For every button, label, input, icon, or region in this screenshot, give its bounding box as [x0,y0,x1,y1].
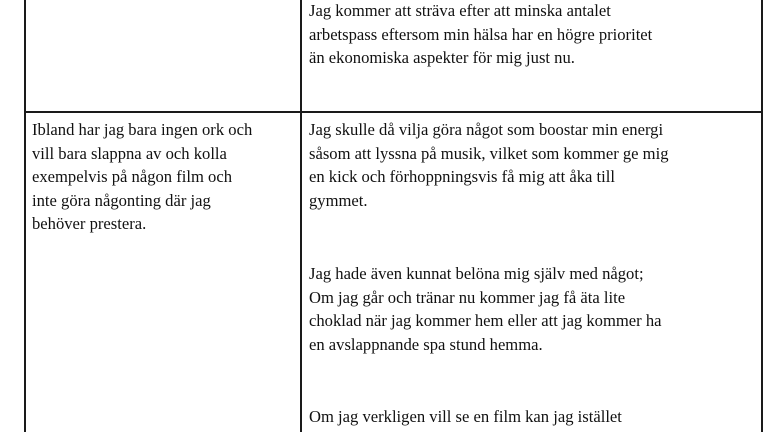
row2-right-paragraph-3: Om jag verkligen vill se en film kan jag istället [309,407,622,426]
row2-left-cell-text: Ibland har jag bara ingen ork och vill bara slappna av och kolla exempelvis på någon film och inte göra någonting där jag behöver prestera. [32,120,253,234]
table-row-divider [24,111,762,113]
row2-right-paragraph-2: Jag hade även kunnat belöna mig själv med något; Om jag går och tränar nu kommer jag få äta lite choklad när jag kommer hem eller att jag kommer ha en avslappnande spa stund hemma. [309,264,662,354]
table-border-right [761,0,763,432]
table-border-left [24,0,26,432]
table-column-divider [300,0,302,432]
row2-right-paragraph-1: Jag skulle då vilja göra något som boostar min energi såsom att lyssna på musik, vilket som kommer ge mig en kick och förhoppningsvis få mig att åka till gymmet. [309,120,669,210]
row1-right-cell-text: Jag kommer att sträva efter att minska antalet arbetspass eftersom min hälsa har en högre prioritet än ekonomiska aspekter för mig just nu. [309,1,653,68]
